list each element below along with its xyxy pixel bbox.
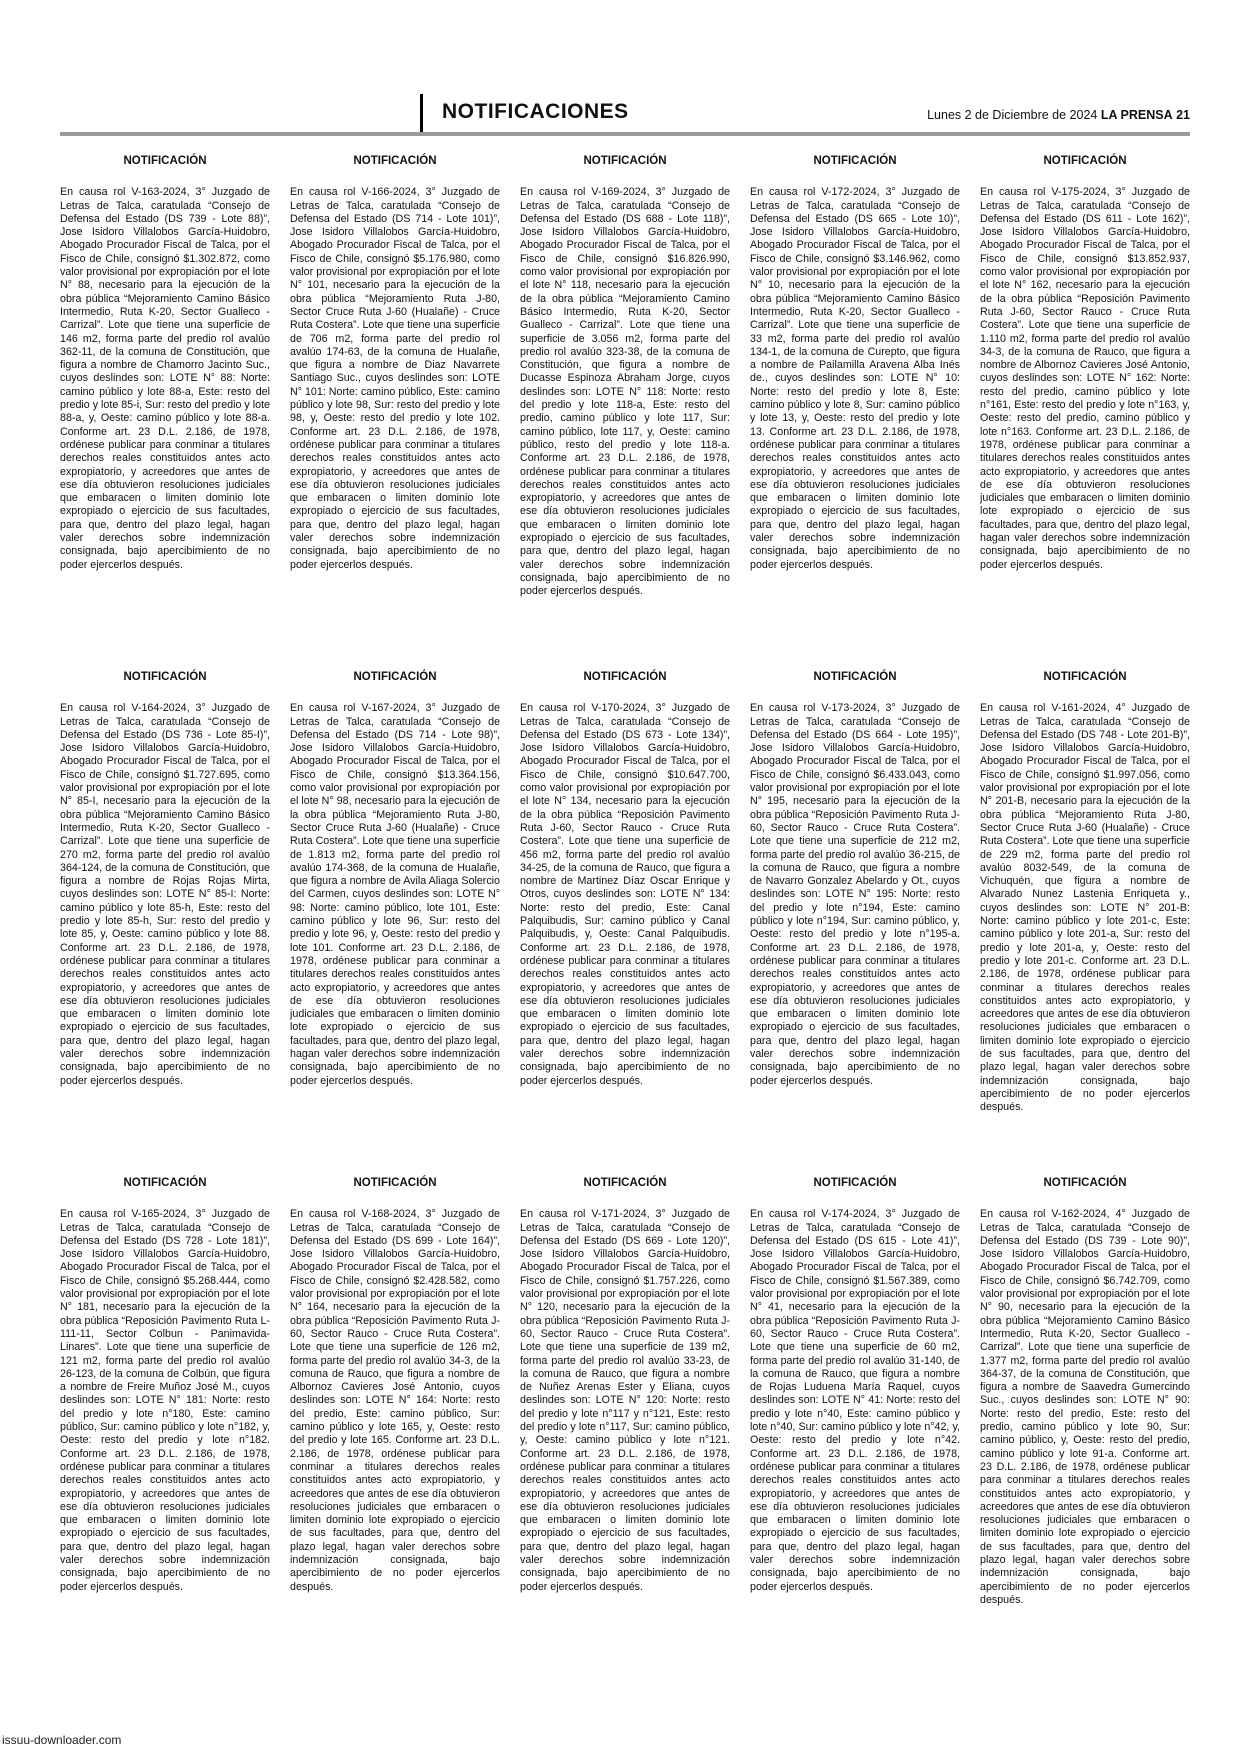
newspaper-name: LA PRENSA: [1100, 108, 1173, 122]
notice: [290, 150, 500, 666]
notice-body: En causa rol V-163-2024, 3° Juzgado de Letras de Talca, caratulada “Consejo de Defensa del Estado (DS 739 - Lote 88)”, Jose Isidoro Villalobos García-Huidobro, Abogado Procurador Fiscal de Talca, por el Fisco de Chile, consignó $1.302.872, como valor provisional por expropiación por el lote N° 88, necesario para la ejecución de la obra pública “Mejoramiento Camino Básico Intermedio, Ruta K-20, Sector Gualleco - Carrizal”. Lote que tiene una superficie de 146 m2, forma parte del predio rol avalúo 362-11, de la comuna de Constitución, que figura a nombre de Chamorro Jacinto Suc., cuyos deslindes son: LOTE N° 88: Norte: camino público y lote 88-a, Este: resto del predio y lote 85-i, Sur: resto del predio y lote 88-a, y, Oeste: camino público y lote 88-a. Conforme art. 23 D.L. 2.186, de 1978, ordénese publicar para conminar a titulares derechos reales constituidos antes acto expropiatorio, y acreedores que antes de ese día obtuvieron resoluciones judiciales que embaracen o limiten dominio lote expropiado o ejercicio de sus facultades, para que, dentro del plazo legal, hagan valer derechos sobre indemnización consignada, bajo apercibimiento de no poder ejercerlos después.: [60, 186, 270, 571]
notice-title: NOTIFICACIÓN: [813, 155, 897, 167]
header-rule: [60, 132, 1190, 136]
notice-title: NOTIFICACIÓN: [353, 1177, 437, 1189]
notice-title: NOTIFICACIÓN: [583, 1177, 667, 1189]
notice-body: En causa rol V-170-2024, 3° Juzgado de Letras de Talca, caratulada “Consejo de Defensa del Estado (DS 673 - Lote 134)”, Jose Isidoro Villalobos García-Huidobro, Abogado Procurador Fiscal de Talca, por el Fisco de Chile, consignó $10.647.700, como valor provisional por expropiación por el lote N° 134, necesario para la ejecución de la obra pública “Reposición Pavimento Ruta J-60, Sector Rauco - Cruce Ruta Costera”. Lote que tiene una superficie de 456 m2, forma parte del predio rol avalúo 34-25, de la comuna de Rauco, que figura a nombre de Martinez Díaz Oscar Enrique y Otros, cuyos deslindes son: LOTE N° 134: Norte: resto del predio, Este: Canal Palquibudis, Sur: camino público y Canal Palquibudis, y, Oeste: Canal Palquibudis. Conforme art. 23 D.L. 2.186, de 1978, ordénese publicar para conminar a titulares derechos reales constituidos antes acto expropiatorio, y acreedores que antes de ese día obtuvieron resoluciones judiciales que embaracen o limiten dominio lote expropiado o ejercicio de sus facultades, para que, dentro del plazo legal, hagan valer derechos sobre indemnización consignada, bajo apercibimiento de no poder ejercerlos después.: [520, 702, 730, 1087]
notice-body: En causa rol V-169-2024, 3° Juzgado de Letras de Talca, caratulada “Consejo de Defensa del Estado (DS 688 - Lote 118)”, Jose Isidoro Villalobos García-Huidobro, Abogado Procurador Fiscal de Talca, por el Fisco de Chile, consignó $16.826.990, como valor provisional por expropiación por el lote N° 118, necesario para la ejecución de la obra pública “Mejoramiento Camino Básico Intermedio, Ruta K-20, Sector Gualleco - Carrizal”. Lote que tiene una superficie de 3.056 m2, forma parte del predio rol avalúo 323-38, de la comuna de Constitución, que figura a nombre de Ducasse Espinoza Abraham Jorge, cuyos deslindes son: LOTE N° 118: Norte: resto del predio y lote 118-a, Este: resto del predio, camino público y lote 117, Sur: camino público, lote 117, y, Oeste: camino público, resto del predio y lote 118-a. Conforme art. 23 D.L. 2.186, de 1978, ordénese publicar para conminar a titulares derechos reales constituidos antes acto expropiatorio, y acreedores que antes de ese día obtuvieron resoluciones judiciales que embaracen o limiten dominio lote expropiado o ejercicio de sus facultades, para que, dentro del plazo legal, hagan valer derechos sobre indemnización consignada, bajo apercibimiento de no poder ejercerlos después.: [520, 186, 730, 598]
page-number: 21: [1176, 108, 1190, 122]
notice-body: En causa rol V-165-2024, 3° Juzgado de Letras de Talca, caratulada “Consejo de Defensa del Estado (DS 728 - Lote 181)”, Jose Isidoro Villalobos García-Huidobro, Abogado Procurador Fiscal de Talca, por el Fisco de Chile, consignó $5.268.444, como valor provisional por expropiación por el lote N° 181, necesario para la ejecución de la obra pública “Reposición Pavimento Ruta L-111-11, Sector Colbun - Panimavida-Linares”. Lote que tiene una superficie de 121 m2, forma parte del predio rol avalúo 26-123, de la comuna de Colbún, que figura a nombre de Freire Muñoz José M., cuyos deslindes son: LOTE N° 181: Norte: resto del predio y lote n°180, Este: camino público, Sur: camino público y lote n°182, y, Oeste: resto del predio y lote n°182. Conforme art. 23 D.L. 2.186, de 1978, ordénese publicar para conminar a titulares derechos reales constituidos antes acto expropiatorio, y acreedores que antes de ese día obtuvieron resoluciones judiciales que embaracen o limiten dominio lote expropiado o ejercicio de sus facultades, para que, dentro del plazo legal, hagan valer derechos sobre indemnización consignada, bajo apercibimiento de no poder ejercerlos después.: [60, 1208, 270, 1593]
notice-body: En causa rol V-167-2024, 3° Juzgado de Letras de Talca, caratulada “Consejo de Defensa del Estado (DS 714 - Lote 98)”, Jose Isidoro Villalobos García-Huidobro, Abogado Procurador Fiscal de Talca, por el Fisco de Chile, consignó $13.364.156, como valor provisional por expropiación por el lote N° 98, necesario para la ejecución de la obra pública “Mejoramiento Ruta J-80, Sector Cruce Ruta J-60 (Hualañe) - Cruce Ruta Costera”. Lote que tiene una superficie de 1.813 m2, forma parte del predio rol avalúo 174-368, de la comuna de Hualañe, que figura a nombre de Avila Aliaga Solercio del Carmen, cuyos deslindes son: LOTE N° 98: Norte: camino público, lote 101, Este: camino público y lote 96, Sur: resto del predio y lote 96, y, Oeste: resto del predio y lote 101. Conforme art. 23 D.L. 2.186, de 1978, ordénese publicar para conminar a titulares derechos reales constituidos antes acto expropiatorio, y acreedores que antes de ese día obtuvieron resoluciones judiciales que embaracen o limiten dominio lote expropiado o ejercicio de sus facultades, para que, dentro del plazo legal, hagan valer derechos sobre indemnización consignada, bajo apercibimiento de no poder ejercerlos después.: [290, 702, 500, 1087]
notice-title: NOTIFICACIÓN: [353, 671, 437, 683]
header-divider: [420, 94, 423, 132]
notice-body: En causa rol V-162-2024, 4° Juzgado de Letras de Talca, caratulada “Consejo de Defensa del Estado (DS 739 - Lote 90)”, Jose Isidoro Villalobos García-Huidobro, Abogado Procurador Fiscal de Talca, por el Fisco de Chile, consignó $6.742.709, como valor provisional por expropiación por el lote N° 90, necesario para la ejecución de la obra pública “Mejoramiento Camino Básico Intermedio, Ruta K-20, Sector Gualleco - Carrizal”. Lote que tiene una superficie de 1.377 m2, forma parte del predio rol avalúo 364-37, de la comuna de Constitución, que figura a nombre de Saavedra Gumercindo Suc., cuyos deslindes son: LOTE N° 90: Norte: resto del predio, Este: resto del predio, camino público y lote 90, Sur: camino público, y, Oeste: resto del predio, camino público y lote 91-a. Conforme art. 23 D.L. 2.186, de 1978, ordénese publicar para conminar a titulares derechos reales constituidos antes acto expropiatorio, y acreedores que antes de ese día obtuvieron resoluciones judiciales que embaracen o limiten dominio lote expropiado o ejercicio de sus facultades, para que, dentro del plazo legal, hagan valer derechos sobre indemnización consignada, bajo apercibimiento de no poder ejercerlos después.: [980, 1208, 1190, 1606]
notice-title: NOTIFICACIÓN: [1043, 671, 1127, 683]
notice-title: NOTIFICACIÓN: [583, 155, 667, 167]
notice-body: En causa rol V-168-2024, 3° Juzgado de Letras de Talca, caratulada “Consejo de Defensa del Estado (DS 699 - Lote 164)”, Jose Isidoro Villalobos García-Huidobro, Abogado Procurador Fiscal de Talca, por el Fisco de Chile, consignó $2.428.582, como valor provisional por expropiación por el lote N° 164, necesario para la ejecución de la obra pública “Reposición Pavimento Ruta J-60, Sector Rauco - Cruce Ruta Costera”. Lote que tiene una superficie de 126 m2, forma parte del predio rol avalúo 34-3, de la comuna de Rauco, que figura a nombre de Albornoz Cavieres José Antonio, cuyos deslindes son: LOTE N° 164: Norte: resto del predio, Este: camino público, Sur: camino público y lote 165, y, Oeste: resto del predio y lote 165. Conforme art. 23 D.L. 2.186, de 1978, ordénese publicar para conminar a titulares derechos reales constituidos antes acto expropiatorio, y acreedores que antes de ese día obtuvieron resoluciones judiciales que embaracen o limiten dominio lote expropiado o ejercicio de sus facultades, para que, dentro del plazo legal, hagan valer derechos sobre indemnización consignada, bajo apercibimiento de no poder ejercerlos después.: [290, 1208, 500, 1593]
notice-body: En causa rol V-175-2024, 3° Juzgado de Letras de Talca, caratulada “Consejo de Defensa del Estado (DS 611 - Lote 162)”, Jose Isidoro Villalobos García-Huidobro, Abogado Procurador Fiscal de Talca, por el Fisco de Chile, consignó $13.852.937, como valor provisional por expropiación por el lote N° 162, necesario para la ejecución de la obra pública “Reposición Pavimento Ruta J-60, Sector Rauco - Cruce Ruta Costera”. Lote que tiene una superficie de 1.110 m2, forma parte del predio rol avalúo 34-3, de la comuna de Rauco, que figura a nombre de Albornoz Cavieres José Antonio, cuyos deslindes son: LOTE N° 162: Norte: resto del predio, camino público y lote n°161, Este: resto del predio y lote n°163, y, Oeste: resto del predio, camino público y lote n°163. Conforme art. 23 D.L. 2.186, de 1978, ordénese publicar para conminar a titulares derechos reales constituidos antes acto expropiatorio, y acreedores que antes de ese día obtuvieron resoluciones judiciales que embaracen o limiten dominio lote expropiado o ejercicio de sus facultades, para que, dentro del plazo legal, hagan valer derechos sobre indemnización consignada, bajo apercibimiento de no poder ejercerlos después.: [980, 186, 1190, 571]
notice: [980, 150, 1190, 666]
notices-row: [60, 1172, 1190, 1607]
notice: [750, 666, 960, 1172]
notice: [290, 1172, 500, 1607]
notice: [520, 666, 730, 1172]
notices-row: [60, 150, 1190, 666]
notice-body: En causa rol V-173-2024, 3° Juzgado de Letras de Talca, caratulada “Consejo de Defensa del Estado (DS 664 - Lote 195)”, Jose Isidoro Villalobos García-Huidobro, Abogado Procurador Fiscal de Talca, por el Fisco de Chile, consignó $6.433.043, como valor provisional por expropiación por el lote N° 195, necesario para la ejecución de la obra pública “Reposición Pavimento Ruta J-60, Sector Rauco - Cruce Ruta Costera”. Lote que tiene una superficie de 212 m2, forma parte del predio rol avalúo 36-215, de la comuna de Rauco, que figura a nombre de Navarro Gonzalez Abelardo y Ot., cuyos deslindes son: LOTE N° 195: Norte: resto del predio y lote n°194, Este: camino público y lote n°194, Sur: camino público, y, Oeste: resto del predio y lote n°195-a. Conforme art. 23 D.L. 2.186, de 1978, ordénese publicar para conminar a titulares derechos reales constituidos antes acto expropiatorio, y acreedores que antes de ese día obtuvieron resoluciones judiciales que embaracen o limiten dominio lote expropiado o ejercicio de sus facultades, para que, dentro del plazo legal, hagan valer derechos sobre indemnización consignada, bajo apercibimiento de no poder ejercerlos después.: [750, 702, 960, 1087]
notice: [750, 1172, 960, 1607]
watermark: issuu-downloader.com: [2, 1733, 122, 1747]
notice: [750, 150, 960, 666]
notice-title: NOTIFICACIÓN: [353, 155, 437, 167]
notice: [60, 150, 270, 666]
issue-date: Lunes 2 de Diciembre de 2024: [927, 108, 1098, 122]
notice-title: NOTIFICACIÓN: [583, 671, 667, 683]
section-title: NOTIFICACIONES: [442, 100, 629, 123]
notice-body: En causa rol V-161-2024, 4° Juzgado de Letras de Talca, caratulada “Consejo de Defensa del Estado (DS 748 - Lote 201-B)”, Jose Isidoro Villalobos García-Huidobro, Abogado Procurador Fiscal de Talca, por el Fisco de Chile, consignó $1.997.056, como valor provisional por expropiación por el lote N° 201-B, necesario para la ejecución de la obra pública “Mejoramiento Ruta J-80, Sector Cruce Ruta J-60 (Hualañe) - Cruce Ruta Costera”. Lote que tiene una superficie de 229 m2, forma parte del predio rol avalúo 8032-549, de la comuna de Vichuquén, que figura a nombre de Alvarado Nunez Lastenia Enriqueta y., cuyos deslindes son: LOTE N° 201-B: Norte: camino público y lote 201-c, Este: camino público y lote 201-a, Sur: resto del predio y lote 201-a, y, Oeste: resto del predio y lote 201-c. Conforme art. 23 D.L. 2.186, de 1978, ordénese publicar para conminar a titulares derechos reales constituidos antes acto expropiatorio, y acreedores que antes de ese día obtuvieron resoluciones judiciales que embaracen o limiten dominio lote expropiado o ejercicio de sus facultades, para que, dentro del plazo legal, hagan valer derechos sobre indemnización consignada, bajo apercibimiento de no poder ejercerlos después.: [980, 702, 1190, 1114]
notice: [980, 666, 1190, 1172]
notice: [290, 666, 500, 1172]
notice-body: En causa rol V-172-2024, 3° Juzgado de Letras de Talca, caratulada “Consejo de Defensa del Estado (DS 665 - Lote 10)”, Jose Isidoro Villalobos García-Huidobro, Abogado Procurador Fiscal de Talca, por el Fisco de Chile, consignó $3.146.962, como valor provisional por expropiación por el lote N° 10, necesario para la ejecución de la obra pública “Mejoramiento Camino Básico Intermedio, Ruta K-20, Sector Gualleco - Carrizal”. Lote que tiene una superficie de 33 m2, forma parte del predio rol avalúo 134-1, de la comuna de Curepto, que figura a nombre de Pailamilla Aravena Alba Inés de., cuyos deslindes son: LOTE N° 10: Norte: resto del predio y lote 8, Este: camino público y lote 8, Sur: camino público y lote 13, y, Oeste: resto del predio y lote 13. Conforme art. 23 D.L. 2.186, de 1978, ordénese publicar para conminar a titulares derechos reales constituidos antes acto expropiatorio, y acreedores que antes de ese día obtuvieron resoluciones judiciales que embaracen o limiten dominio lote expropiado o ejercicio de sus facultades, para que, dentro del plazo legal, hagan valer derechos sobre indemnización consignada, bajo apercibimiento de no poder ejercerlos después.: [750, 186, 960, 571]
notices-grid: [60, 150, 1190, 1607]
notice-title: NOTIFICACIÓN: [123, 671, 207, 683]
notice: [60, 666, 270, 1172]
notice: [980, 1172, 1190, 1607]
notice: [60, 1172, 270, 1607]
notice-title: NOTIFICACIÓN: [813, 1177, 897, 1189]
notice-title: NOTIFICACIÓN: [1043, 1177, 1127, 1189]
notice-body: En causa rol V-171-2024, 3° Juzgado de Letras de Talca, caratulada “Consejo de Defensa del Estado (DS 669 - Lote 120)”, Jose Isidoro Villalobos García-Huidobro, Abogado Procurador Fiscal de Talca, por el Fisco de Chile, consignó $1.757.226, como valor provisional por expropiación por el lote N° 120, necesario para la ejecución de la obra pública “Reposición Pavimento Ruta J-60, Sector Rauco - Cruce Ruta Costera”. Lote que tiene una superficie de 139 m2, forma parte del predio rol avalúo 33-23, de la comuna de Rauco, que figura a nombre de Nuñez Arenas Ester y Eliana, cuyos deslindes son: LOTE N° 120: Norte: resto del predio y lote n°117 y n°121, Este: resto del predio y lote n°117, Sur: camino público, y, Oeste: camino público y lote n°121. Conforme art. 23 D.L. 2.186, de 1978, ordénese publicar para conminar a titulares derechos reales constituidos antes acto expropiatorio, y acreedores que antes de ese día obtuvieron resoluciones judiciales que embaracen o limiten dominio lote expropiado o ejercicio de sus facultades, para que, dentro del plazo legal, hagan valer derechos sobre indemnización consignada, bajo apercibimiento de no poder ejercerlos después.: [520, 1208, 730, 1593]
notice-body: En causa rol V-174-2024, 3° Juzgado de Letras de Talca, caratulada “Consejo de Defensa del Estado (DS 615 - Lote 41)”, Jose Isidoro Villalobos García-Huidobro, Abogado Procurador Fiscal de Talca, por el Fisco de Chile, consignó $1.567.389, como valor provisional por expropiación por el lote N° 41, necesario para la ejecución de la obra pública “Reposición Pavimento Ruta J-60, Sector Rauco - Cruce Ruta Costera”. Lote que tiene una superficie de 60 m2, forma parte del predio rol avalúo 31-140, de la comuna de Rauco, que figura a nombre de Rojas Luduena María Raquel, cuyos deslindes son: LOTE N° 41: Norte: resto del predio y lote n°40, Este: camino público y lote n°40, Sur: camino público y lote n°42, y, Oeste: resto del predio y lote n°42. Conforme art. 23 D.L. 2.186, de 1978, ordénese publicar para conminar a titulares derechos reales constituidos antes acto expropiatorio, y acreedores que antes de ese día obtuvieron resoluciones judiciales que embaracen o limiten dominio lote expropiado o ejercicio de sus facultades, para que, dentro del plazo legal, hagan valer derechos sobre indemnización consignada, bajo apercibimiento de no poder ejercerlos después.: [750, 1208, 960, 1593]
notice: [520, 150, 730, 666]
notice-body: En causa rol V-164-2024, 3° Juzgado de Letras de Talca, caratulada “Consejo de Defensa del Estado (DS 736 - Lote 85-I)”, Jose Isidoro Villalobos García-Huidobro, Abogado Procurador Fiscal de Talca, por el Fisco de Chile, consignó $1.727.695, como valor provisional por expropiación por el lote N° 85-I, necesario para la ejecución de la obra pública “Mejoramiento Camino Básico Intermedio, Ruta K-20, Sector Gualleco - Carrizal”. Lote que tiene una superficie de 270 m2, forma parte del predio rol avalúo 364-124, de la comuna de Constitución, que figura a nombre de Rojas Rojas Mirta, cuyos deslindes son: LOTE N° 85-I: Norte: camino público y lote 85-h, Este: resto del predio y lote 85-h, Sur: resto del predio y lote 85, y, Oeste: camino público y lote 88. Conforme art. 23 D.L. 2.186, de 1978, ordénese publicar para conminar a titulares derechos reales constituidos antes acto expropiatorio, y acreedores que antes de ese día obtuvieron resoluciones judiciales que embaracen o limiten dominio lote expropiado o ejercicio de sus facultades, para que, dentro del plazo legal, hagan valer derechos sobre indemnización consignada, bajo apercibimiento de no poder ejercerlos después.: [60, 702, 270, 1087]
notice-body: En causa rol V-166-2024, 3° Juzgado de Letras de Talca, caratulada “Consejo de Defensa del Estado (DS 714 - Lote 101)”, Jose Isidoro Villalobos García-Huidobro, Abogado Procurador Fiscal de Talca, por el Fisco de Chile, consignó $5.176.980, como valor provisional por expropiación por el lote N° 101, necesario para la ejecución de la obra pública “Mejoramiento Ruta J-80, Sector Cruce Ruta J-60 (Hualañe) - Cruce Ruta Costera”. Lote que tiene una superficie de 706 m2, forma parte del predio rol avalúo 174-63, de la comuna de Hualañe, que figura a nombre de Diaz Navarrete Santiago Suc., cuyos deslindes son: LOTE N° 101: Norte: camino público, Este: camino público y lote 98, Sur: resto del predio y lote 98, y, Oeste: resto del predio y lote 102. Conforme art. 23 D.L. 2.186, de 1978, ordénese publicar para conminar a titulares derechos reales constituidos antes acto expropiatorio, y acreedores que antes de ese día obtuvieron resoluciones judiciales que embaracen o limiten dominio lote expropiado o ejercicio de sus facultades, para que, dentro del plazo legal, hagan valer derechos sobre indemnización consignada, bajo apercibimiento de no poder ejercerlos después.: [290, 186, 500, 571]
page-header: [420, 100, 1190, 128]
notices-row: [60, 666, 1190, 1172]
notice-title: NOTIFICACIÓN: [813, 671, 897, 683]
issue-info: [927, 108, 1190, 122]
notice-title: NOTIFICACIÓN: [1043, 155, 1127, 167]
notice: [520, 1172, 730, 1607]
notice-title: NOTIFICACIÓN: [123, 155, 207, 167]
notice-title: NOTIFICACIÓN: [123, 1177, 207, 1189]
